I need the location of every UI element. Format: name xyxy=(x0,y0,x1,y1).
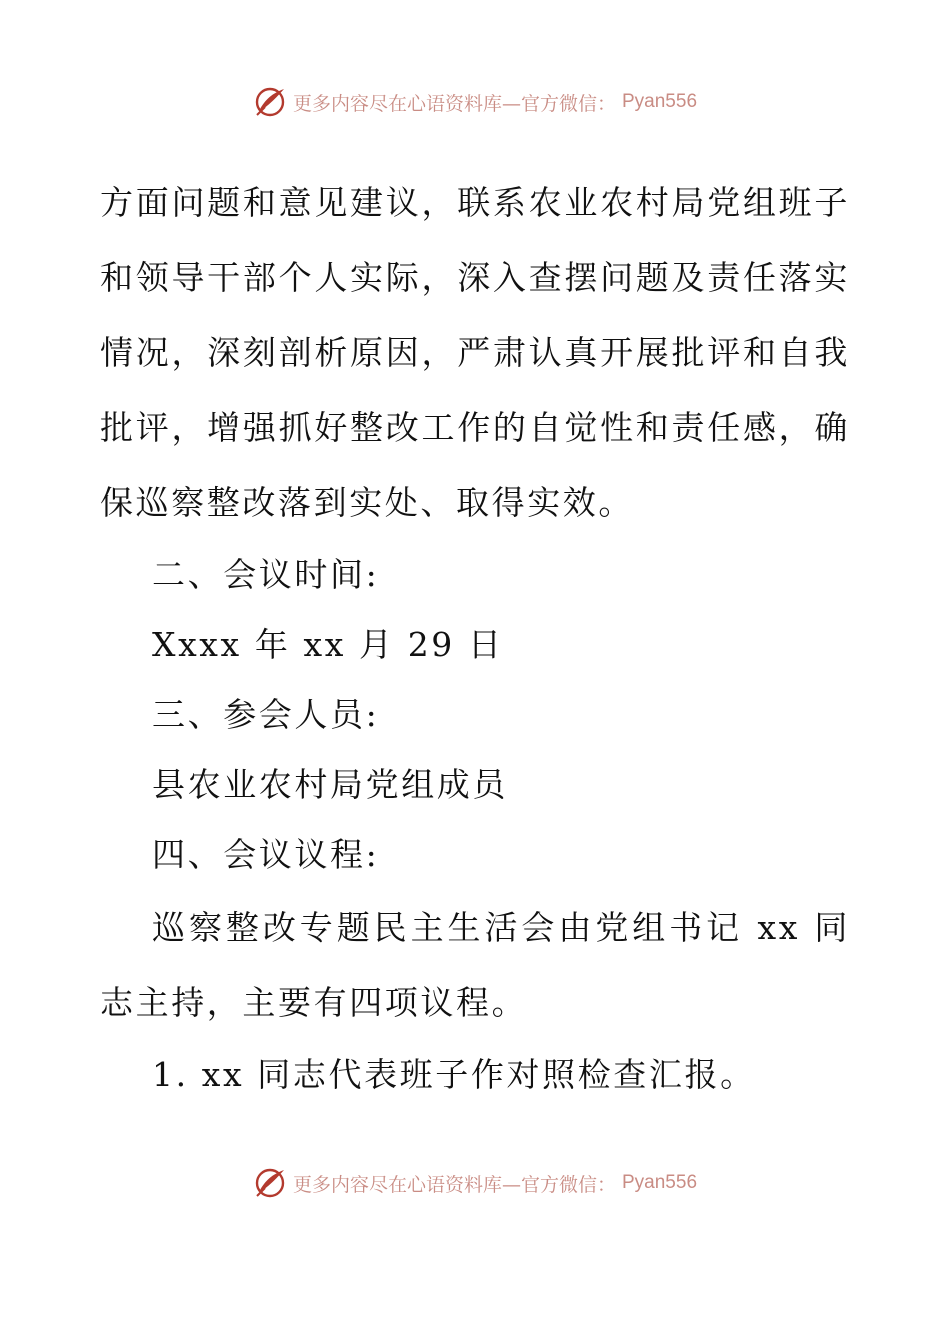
header-watermark xyxy=(0,82,950,122)
watermark-text: 更多内容尽在心语资料库—官方微信： xyxy=(292,92,616,115)
heading-agenda: 四、会议议程: xyxy=(152,835,380,874)
agenda-intro: 巡察整改专题民主生活会由党组书记 xx 同志主持，主要有四项议程。 xyxy=(100,908,850,1022)
quill-logo-icon xyxy=(253,85,287,119)
watermark-handle: Pyan556 xyxy=(622,91,698,112)
watermark-handle: Pyan556 xyxy=(622,1172,698,1193)
document-body xyxy=(100,165,850,1110)
attendees-value: 县农业农村局党组成员 xyxy=(152,765,508,804)
footer-watermark xyxy=(0,1163,950,1203)
heading-meeting-time: 二、会议时间: xyxy=(152,555,380,594)
watermark-text: 更多内容尽在心语资料库—官方微信： xyxy=(292,1173,616,1196)
heading-attendees: 三、参会人员: xyxy=(152,695,380,734)
paragraph-intro: 方面问题和意见建议，联系农业农村局党组班子和领导干部个人实际，深入查摆问题及责任落实情况，深刻剖析原因，严肃认真开展批评和自我批评，增强抓好整改工作的自觉性和责任感，确保巡察整改落到实处、取得实效。 xyxy=(100,183,850,522)
agenda-item-1: 1. xx 同志代表班子作对照检查汇报。 xyxy=(152,1055,756,1094)
meeting-time-value: Xxxx 年 xx 月 29 日 xyxy=(152,625,504,664)
quill-logo-icon xyxy=(253,1166,287,1200)
